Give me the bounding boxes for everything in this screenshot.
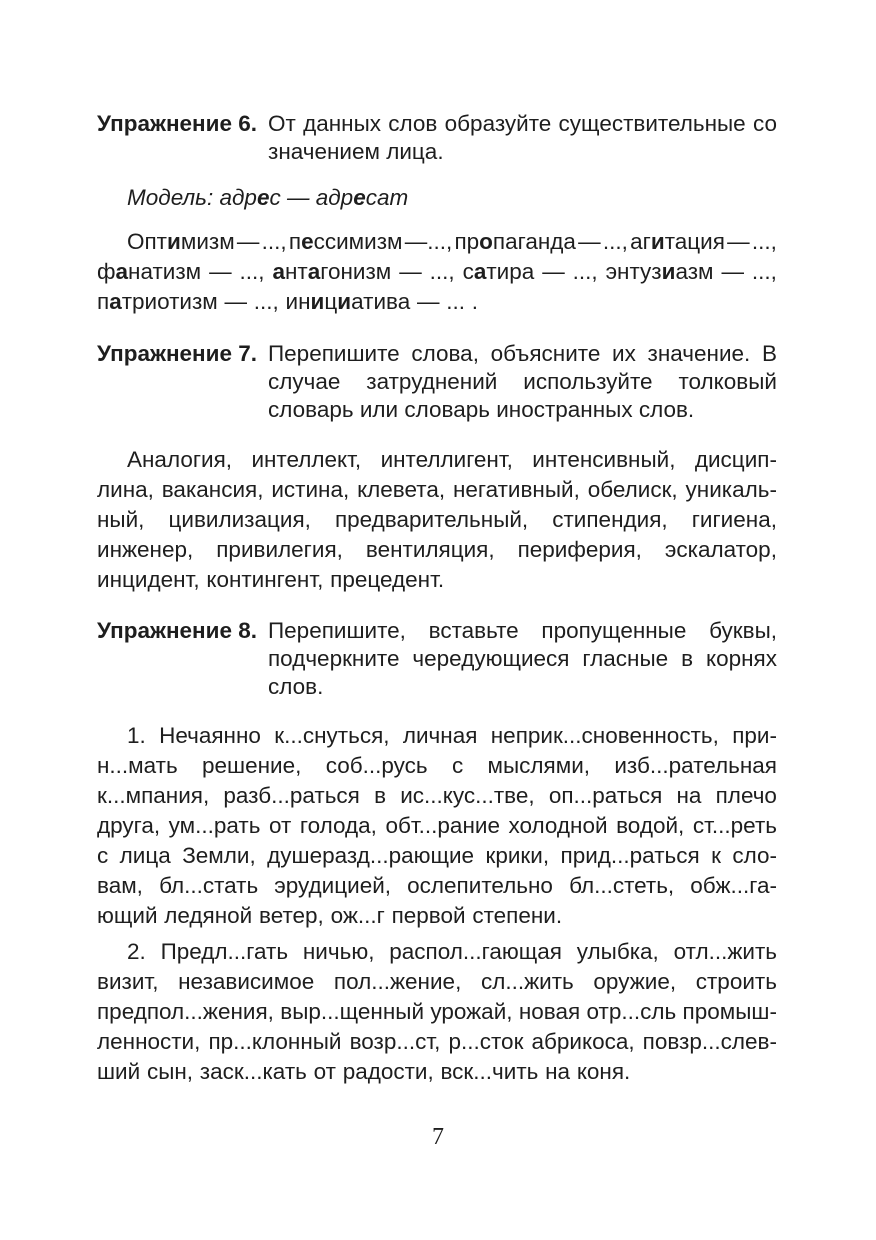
word: голода,	[299, 813, 377, 838]
text-line	[97, 751, 777, 781]
word: отр...сль	[586, 999, 677, 1024]
word: ший	[97, 1059, 141, 1084]
text-line	[97, 257, 777, 287]
word: при-	[732, 723, 777, 748]
word: вентиляция,	[365, 537, 495, 562]
word: разб...раться	[223, 783, 360, 808]
word: контингент,	[206, 567, 324, 592]
word: инициатива	[285, 289, 411, 314]
word: Нечаянно	[159, 723, 261, 748]
word: сл...жить	[480, 969, 574, 994]
word: ...,	[261, 229, 287, 254]
word: периферия,	[517, 537, 642, 562]
exercise-8-header	[97, 617, 777, 701]
text-line	[97, 445, 777, 475]
text-line	[97, 287, 777, 317]
word: обж...га-	[690, 873, 777, 898]
word: возр...ст,	[349, 1029, 441, 1054]
word: р...сток	[448, 1029, 524, 1054]
text-line	[97, 475, 777, 505]
word: —	[416, 289, 440, 314]
word: мыслями,	[487, 753, 591, 778]
word: н...мать	[97, 753, 178, 778]
word: в	[374, 783, 387, 808]
word: энтузиазм	[605, 259, 714, 284]
word: оружие,	[593, 969, 677, 994]
word: инцидент,	[97, 567, 200, 592]
text-line	[97, 505, 777, 535]
exercise-6-model: Модель: адрес — адресат	[127, 185, 409, 210]
text-line	[97, 841, 777, 871]
word: пропаганда	[454, 229, 576, 254]
word: строить	[695, 969, 777, 994]
word: душеразд...рающие	[267, 843, 475, 868]
exercise-7-word-list	[97, 445, 777, 595]
exercise-8-instruction: Перепишите, вставьте пропущенные буквы, подчеркните чередующиеся гласные в корнях слов.	[268, 618, 777, 699]
word: ум...рать	[168, 813, 261, 838]
word: сло-	[732, 843, 777, 868]
word: .	[471, 289, 479, 314]
word: —	[224, 289, 248, 314]
text-line	[97, 901, 777, 931]
word: лина,	[97, 477, 154, 502]
word: заск...кать	[199, 1059, 307, 1084]
word: независимое	[178, 969, 315, 994]
word: личная	[402, 723, 478, 748]
word: оп...раться	[548, 783, 663, 808]
word: ...,	[751, 259, 777, 284]
word: —...,	[404, 229, 453, 254]
word: патриотизм	[97, 289, 218, 314]
word: бл...стать	[159, 873, 259, 898]
word: предварительный,	[334, 507, 529, 532]
word: негативный,	[452, 477, 580, 502]
word: ничью,	[302, 939, 375, 964]
word: вск...чить	[440, 1059, 539, 1084]
word: обелиск,	[587, 477, 678, 502]
word: от	[313, 1059, 336, 1084]
word: водой,	[616, 813, 685, 838]
exercise-7-header	[97, 340, 777, 424]
word: ослепительно	[407, 873, 553, 898]
word: к	[711, 843, 721, 868]
text-line	[97, 1027, 777, 1057]
word: гигиена,	[691, 507, 777, 532]
text-line	[97, 997, 777, 1027]
word: фанатизм	[97, 259, 202, 284]
word: ветер,	[259, 903, 324, 928]
word: Оптимизм	[127, 229, 235, 254]
exercise-8-label: Упражнение 8.	[97, 618, 257, 643]
word: плечо	[715, 783, 777, 808]
word: сын,	[146, 1059, 194, 1084]
word: инженер,	[97, 537, 194, 562]
word: на	[676, 783, 702, 808]
word: интенсивный,	[532, 447, 676, 472]
page-number: 7	[432, 1124, 444, 1150]
exercise-6-word-list	[97, 227, 777, 317]
word: пессимизм	[288, 229, 403, 254]
word: пол...жение,	[333, 969, 462, 994]
exercise-6-instruction: От данных слов образуйте существительные со значением лица.	[268, 111, 777, 164]
word: клевета,	[357, 477, 446, 502]
word: ный,	[97, 507, 145, 532]
word: новая	[518, 999, 581, 1024]
word: —	[721, 259, 744, 284]
word: на	[545, 1059, 571, 1084]
word: ...,	[429, 259, 455, 284]
word: Предл...гать	[160, 939, 289, 964]
text-line	[97, 937, 777, 967]
word: выр...щенный	[280, 999, 425, 1024]
word: истина,	[271, 477, 350, 502]
word: Аналогия,	[127, 447, 233, 472]
word: агитация	[630, 229, 725, 254]
word: Земли,	[182, 843, 256, 868]
word: отл...жить	[673, 939, 777, 964]
word: ...,	[239, 259, 265, 284]
word: дисцип-	[694, 447, 777, 472]
word: 2.	[127, 939, 146, 964]
word: —	[727, 229, 750, 254]
exercise-6-label: Упражнение 6.	[97, 111, 257, 136]
word: от	[269, 813, 292, 838]
word: ...	[446, 289, 465, 314]
word: ...,	[572, 259, 598, 284]
word: степени.	[472, 903, 563, 928]
word: привилегия,	[216, 537, 343, 562]
text-line	[97, 721, 777, 751]
word: ис...кус...тве,	[400, 783, 535, 808]
word: к...мпания,	[97, 783, 210, 808]
exercise-6-header	[97, 110, 777, 166]
word: интеллект,	[251, 447, 362, 472]
word: решение,	[202, 753, 302, 778]
word: коня.	[576, 1059, 631, 1084]
word: с	[97, 843, 109, 868]
word: эскалатор,	[664, 537, 777, 562]
text-line	[97, 871, 777, 901]
text-line	[97, 781, 777, 811]
word: абрикоса,	[531, 1029, 635, 1054]
word: к...снуться,	[274, 723, 390, 748]
word: интеллигент,	[380, 447, 513, 472]
word: обт...рание	[385, 813, 500, 838]
word: визит,	[97, 969, 159, 994]
word: антагонизм	[272, 259, 392, 284]
word: —	[578, 229, 601, 254]
word: с	[451, 753, 464, 778]
exercise-8-paragraph-1	[97, 721, 777, 931]
word: —	[236, 229, 260, 254]
text-line	[97, 227, 777, 257]
word: предпол...жения,	[97, 999, 274, 1024]
word: неприк...сновенность,	[490, 723, 719, 748]
word: изб...рательная	[614, 753, 777, 778]
word: ...,	[751, 229, 777, 254]
word: повзр...слев-	[642, 1029, 777, 1054]
word: —	[542, 259, 565, 284]
word: вам,	[97, 873, 143, 898]
word: ст...реть	[692, 813, 777, 838]
exercise-8-paragraph-2	[97, 937, 777, 1087]
word: первой	[391, 903, 466, 928]
word: ленности,	[97, 1029, 201, 1054]
word: ледяной	[164, 903, 253, 928]
word: стипендия,	[552, 507, 668, 532]
word: сатира	[462, 259, 535, 284]
word: 1.	[127, 723, 146, 748]
word: крики,	[485, 843, 550, 868]
word: распол...гающая	[389, 939, 562, 964]
text-line	[97, 1057, 777, 1087]
word: —	[399, 259, 422, 284]
word: промыш-	[682, 999, 777, 1024]
word: друга,	[97, 813, 161, 838]
word: прид...раться	[560, 843, 700, 868]
word: ож...г	[330, 903, 385, 928]
text-line	[97, 535, 777, 565]
text-line	[97, 967, 777, 997]
word: прецедент.	[330, 567, 445, 592]
word: холодной	[508, 813, 608, 838]
word: пр...клонный	[208, 1029, 342, 1054]
word: вакансия,	[161, 477, 264, 502]
word: улыбка,	[576, 939, 659, 964]
word: урожай,	[430, 999, 513, 1024]
word: цивилизация,	[168, 507, 311, 532]
exercise-7-label: Упражнение 7.	[97, 341, 257, 366]
word: лица	[119, 843, 171, 868]
word: бл...стеть,	[569, 873, 675, 898]
word: ...,	[253, 289, 279, 314]
word: эрудицией,	[274, 873, 392, 898]
word: —	[209, 259, 232, 284]
word: соб...русь	[325, 753, 428, 778]
word: уникаль-	[685, 477, 777, 502]
text-line	[97, 565, 777, 595]
word: радости,	[342, 1059, 434, 1084]
text-line	[97, 811, 777, 841]
word: ющий	[97, 903, 158, 928]
exercise-7-instruction: Перепишите слова, объясните их значение. В случае затруднений используйте толковый словарь или словарь иностранных слов.	[268, 341, 777, 422]
word: ...,	[602, 229, 628, 254]
